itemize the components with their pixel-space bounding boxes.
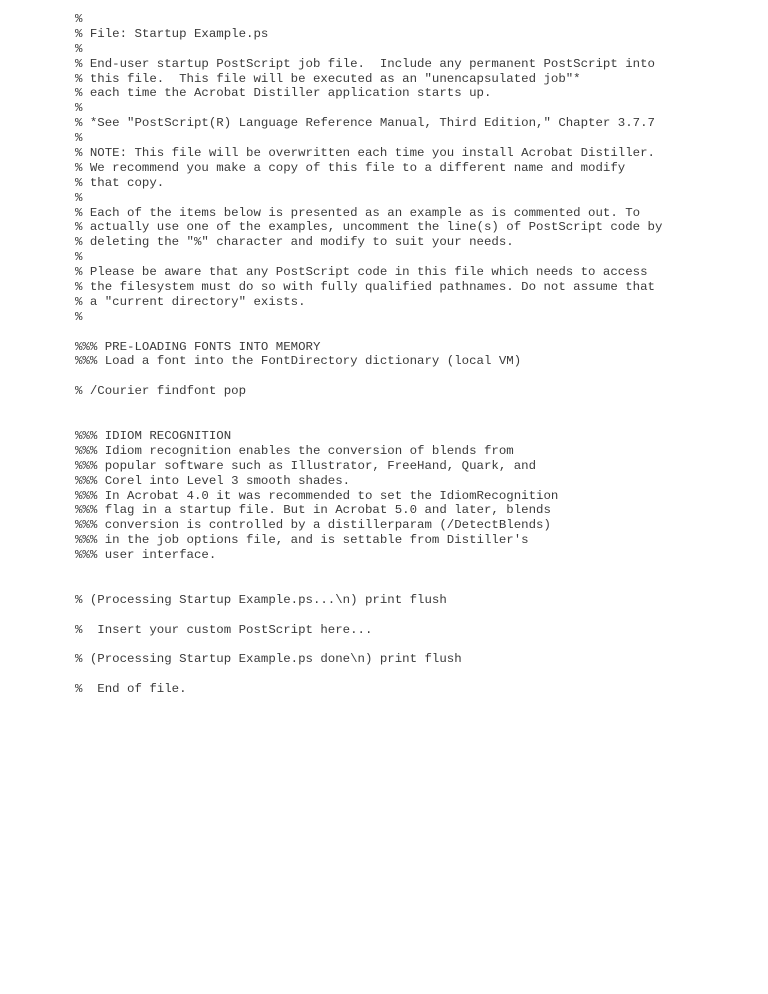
code-line: % Each of the items below is presented as an example as is commented out. To — [75, 205, 641, 220]
code-line: %%% Corel into Level 3 smooth shades. — [75, 473, 351, 488]
code-line: %%% user interface. — [75, 548, 217, 563]
code-line: % *See "PostScript(R) Language Reference Manual, Third Edition," Chapter 3.7.7 — [75, 116, 655, 131]
code-line: %%% IDIOM RECOGNITION — [75, 428, 232, 443]
code-line — [75, 325, 662, 340]
code-line — [75, 414, 662, 429]
code-line: % deleting the "%" character and modify to suit your needs. — [75, 235, 514, 250]
code-line — [75, 667, 662, 682]
code-line: % — [75, 190, 83, 205]
code-line: %%% conversion is controlled by a distillerparam (/DetectBlends) — [75, 518, 551, 533]
code-line — [75, 369, 662, 384]
code-line: % the filesystem must do so with fully qualified pathnames. Do not assume that — [75, 280, 655, 295]
code-line: %%% in the job options file, and is settable from Distiller's — [75, 533, 529, 548]
code-line: % Insert your custom PostScript here... — [75, 622, 373, 637]
code-line — [75, 563, 662, 578]
code-line: % End of file. — [75, 682, 187, 697]
code-line: % — [75, 131, 83, 146]
code-line: % this file. This file will be executed as an "unencapsulated job"* — [75, 71, 581, 86]
code-line: %%% In Acrobat 4.0 it was recommended to set the IdiomRecognition — [75, 488, 559, 503]
code-line: % NOTE: This file will be overwritten each time you install Acrobat Distiller. — [75, 146, 655, 161]
code-line: %%% popular software such as Illustrator, FreeHand, Quark, and — [75, 458, 537, 473]
code-line: %%% flag in a startup file. But in Acrobat 5.0 and later, blends — [75, 503, 551, 518]
code-line: % /Courier findfont pop — [75, 384, 247, 399]
code-line — [75, 608, 662, 623]
code-line: % — [75, 309, 83, 324]
code-line — [75, 399, 662, 414]
code-line: % (Processing Startup Example.ps...\n) print flush — [75, 592, 447, 607]
code-line: % File: Startup Example.ps — [75, 26, 269, 41]
code-line: % a "current directory" exists. — [75, 294, 306, 309]
code-line: % — [75, 41, 83, 56]
code-line: % that copy. — [75, 175, 165, 190]
code-line: % — [75, 12, 83, 26]
code-line: %%% Idiom recognition enables the conversion of blends from — [75, 443, 514, 458]
code-line: % (Processing Startup Example.ps done\n) print flush — [75, 652, 462, 667]
code-line — [75, 578, 662, 593]
code-line: %%% PRE-LOADING FONTS INTO MEMORY — [75, 339, 321, 354]
code-line: % — [75, 101, 83, 116]
code-line: % We recommend you make a copy of this file to a different name and modify — [75, 160, 626, 175]
code-line — [75, 637, 662, 652]
code-line: % actually use one of the examples, uncomment the line(s) of PostScript code by — [75, 220, 663, 235]
postscript-source-text — [75, 12, 662, 697]
code-line: % — [75, 250, 83, 265]
code-line: % End-user startup PostScript job file. Include any permanent PostScript into — [75, 56, 655, 71]
code-line: %%% Load a font into the FontDirectory dictionary (local VM) — [75, 354, 522, 369]
code-line: % Please be aware that any PostScript code in this file which needs to access — [75, 265, 648, 280]
code-line: % each time the Acrobat Distiller application starts up. — [75, 86, 492, 101]
